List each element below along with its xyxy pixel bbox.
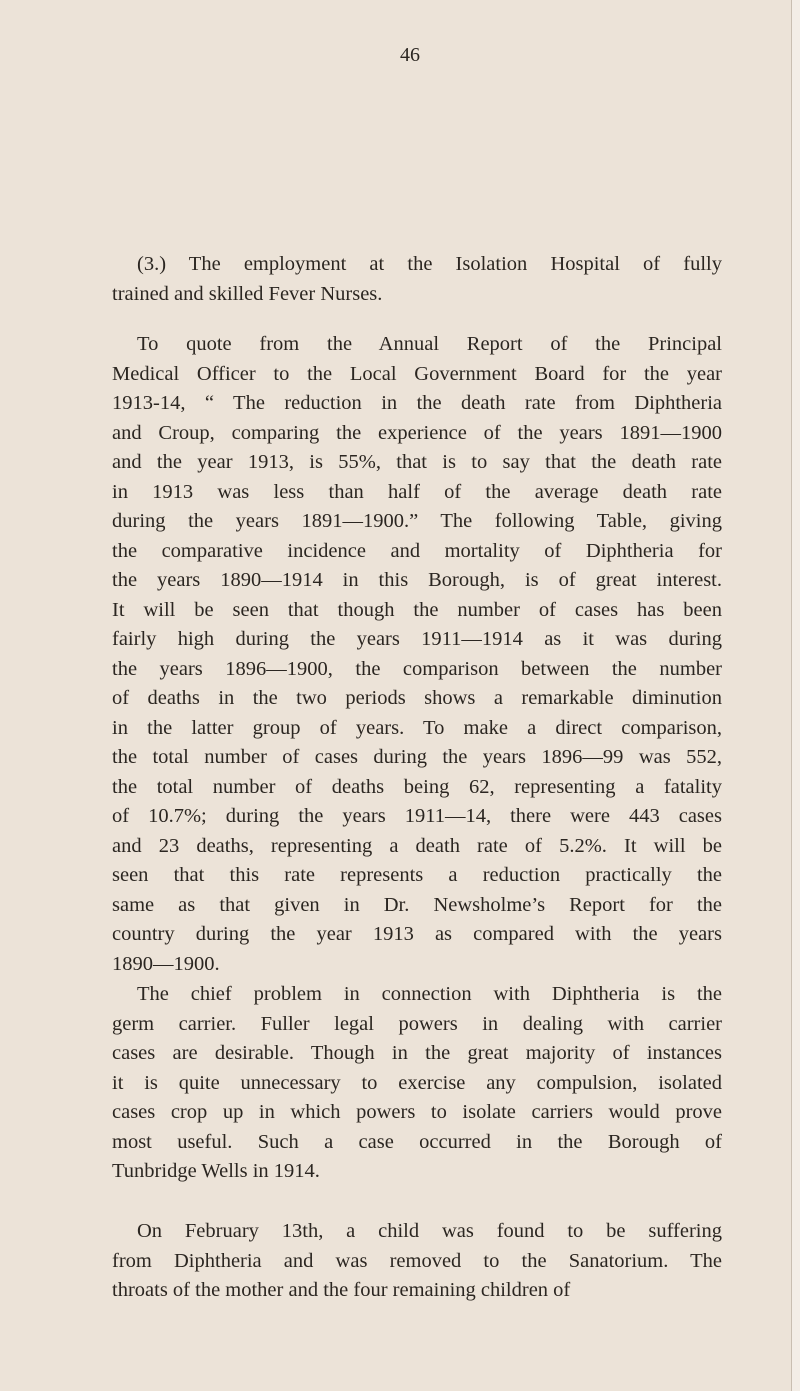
- text-line: On February 13th, a child was found to be suffering: [137, 1220, 722, 1242]
- text-line: fairly high during the years 1911—1914 as it was during: [112, 628, 722, 650]
- text-line: 1913-14, “ The reduction in the death rate from Diphtheria: [112, 392, 722, 414]
- text-line: in the latter group of years. To make a direct comparison,: [112, 716, 722, 739]
- text-line: cases are desirable. Though in the great majority of instances: [112, 1042, 722, 1064]
- page-edge: [792, 0, 800, 1391]
- text-line: and Croup, comparing the experience of the years 1891—1900: [112, 421, 722, 444]
- text-line: Tunbridge Wells in 1914.: [112, 1160, 320, 1182]
- paragraph-nurses: [112, 250, 722, 309]
- text-line: seen that this rate represents a reduction practically the: [112, 864, 722, 886]
- text-line: the total number of deaths being 62, representing a fatality: [112, 775, 722, 798]
- paragraph-february-case: [112, 1217, 722, 1306]
- text-line: most useful. Such a case occurred in the Borough of: [112, 1130, 722, 1153]
- text-line: (3.) The employment at the Isolation Hospital of fully: [137, 253, 722, 275]
- text-line: from Diphtheria and was removed to the Sanatorium. The: [112, 1249, 722, 1272]
- text-line: the total number of cases during the years 1896—99 was 552,: [112, 746, 722, 768]
- paragraph-germ-carrier: [112, 980, 722, 1187]
- text-line: the years 1890—1914 in this Borough, is of great interest.: [112, 569, 722, 591]
- text-line: trained and skilled Fever Nurses.: [112, 282, 383, 305]
- text-line: 1890—1900.: [112, 952, 220, 975]
- text-line: same as that given in Dr. Newsholme’s Report for the: [112, 893, 722, 916]
- text-line: To quote from the Annual Report of the Principal: [137, 333, 722, 355]
- text-line: cases crop up in which powers to isolate carriers would prove: [112, 1101, 722, 1123]
- text-line: the years 1896—1900, the comparison between the number: [112, 657, 722, 680]
- text-line: throats of the mother and the four remaining children of: [112, 1279, 571, 1301]
- text-line: germ carrier. Fuller legal powers in dealing with carrier: [112, 1012, 722, 1035]
- text-line: of deaths in the two periods shows a remarkable diminution: [112, 687, 722, 709]
- text-line: during the years 1891—1900.” The following Table, giving: [112, 510, 722, 532]
- text-line: Medical Officer to the Local Government Board for the year: [112, 362, 722, 385]
- text-line: it is quite unnecessary to exercise any compulsion, isolated: [112, 1071, 722, 1094]
- text-line: the comparative incidence and mortality of Diphtheria for: [112, 539, 722, 562]
- text-line: and 23 deaths, representing a death rate of 5.2%. It will be: [112, 834, 722, 857]
- text-line: of 10.7%; during the years 1911—14, there were 443 cases: [112, 805, 722, 827]
- text-line: The chief problem in connection with Diphtheria is the: [137, 983, 722, 1005]
- paragraph-annual-report-quote: [112, 330, 722, 979]
- page-number: 46: [400, 44, 420, 66]
- text-line: It will be seen that though the number of cases has been: [112, 598, 722, 621]
- text-line: and the year 1913, is 55%, that is to say that the death rate: [112, 451, 722, 473]
- text-line: country during the year 1913 as compared with the years: [112, 923, 722, 945]
- text-line: in 1913 was less than half of the average death rate: [112, 480, 722, 503]
- page-border-line: [791, 0, 792, 1391]
